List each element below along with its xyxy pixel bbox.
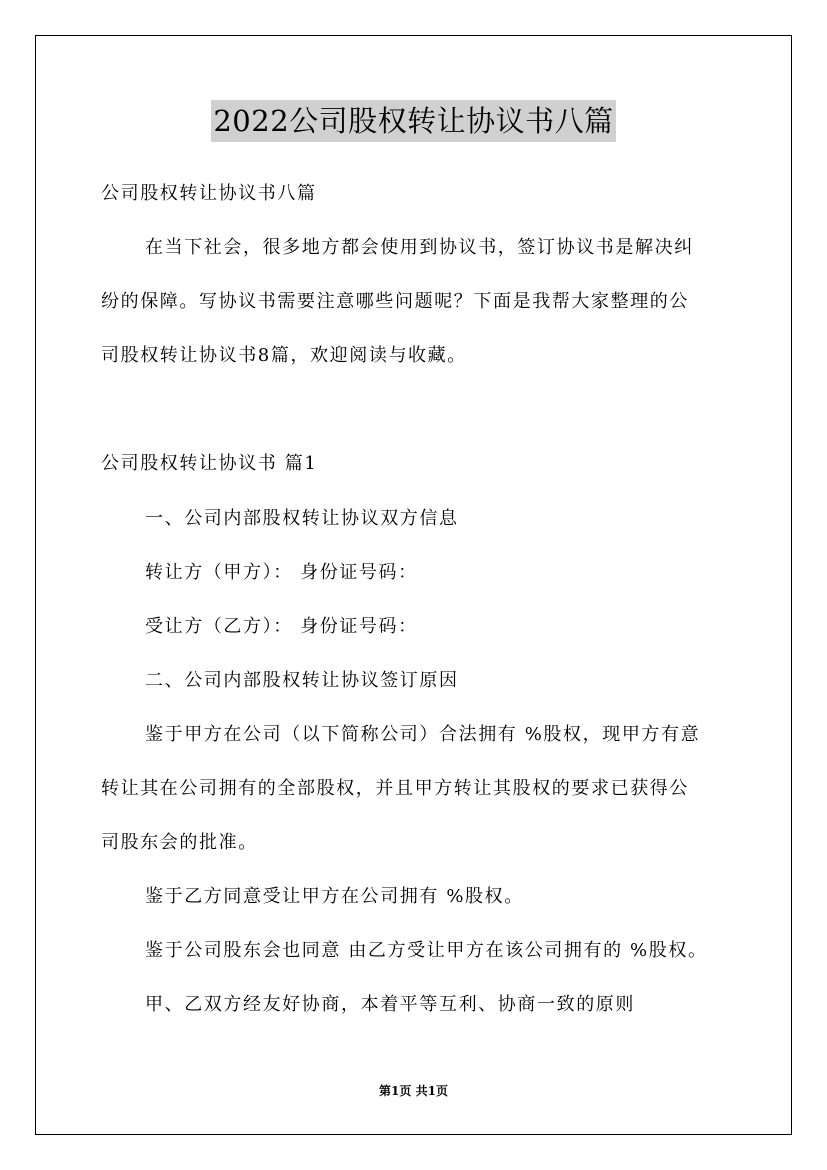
page-prefix: 第	[379, 1084, 392, 1098]
subtitle-line: 公司股权转让协议书八篇	[101, 183, 317, 204]
paragraph-line: 纷的保障。写协议书需要注意哪些问题呢？下面是我帮大家整理的公	[101, 291, 689, 312]
paragraph-line: 二、公司内部股权转让协议签订原因	[145, 670, 459, 691]
section-heading: 公司股权转让协议书 篇1	[101, 453, 318, 474]
paragraph-line: 一、公司内部股权转让协议双方信息	[145, 508, 459, 529]
paragraph-line: 司股权转让协议书8篇，欢迎阅读与收藏。	[101, 345, 467, 366]
page-mid: 页 共	[399, 1084, 428, 1098]
title-container	[0, 100, 827, 142]
paragraph-line: 在当下社会，很多地方都会使用到协议书，签订协议书是解决纠	[145, 237, 694, 258]
paragraph-line: 转让其在公司拥有的全部股权，并且甲方转让其股权的要求已获得公	[101, 778, 689, 799]
paragraph-line: 转让方（甲方）： 身份证号码：	[145, 562, 418, 583]
paragraph-line: 鉴于公司股东会也同意 由乙方受让甲方在该公司拥有的 %股权。	[145, 940, 708, 961]
page-suffix: 页	[435, 1084, 448, 1098]
page-current: 1	[391, 1084, 400, 1098]
paragraph-line: 司股东会的批准。	[101, 832, 258, 853]
page-footer	[0, 1083, 827, 1099]
paragraph-line: 鉴于乙方同意受让甲方在公司拥有 %股权。	[145, 886, 524, 907]
paragraph-line: 鉴于甲方在公司（以下简称公司）合法拥有 %股权，现甲方有意	[145, 724, 701, 745]
paragraph-line: 甲、乙双方经友好协商，本着平等互利、协商一致的原则	[145, 994, 635, 1015]
document-title: 2022公司股权转让协议书八篇	[211, 100, 615, 142]
page-total: 1	[427, 1084, 436, 1098]
paragraph-line: 受让方（乙方）： 身份证号码：	[145, 616, 418, 637]
